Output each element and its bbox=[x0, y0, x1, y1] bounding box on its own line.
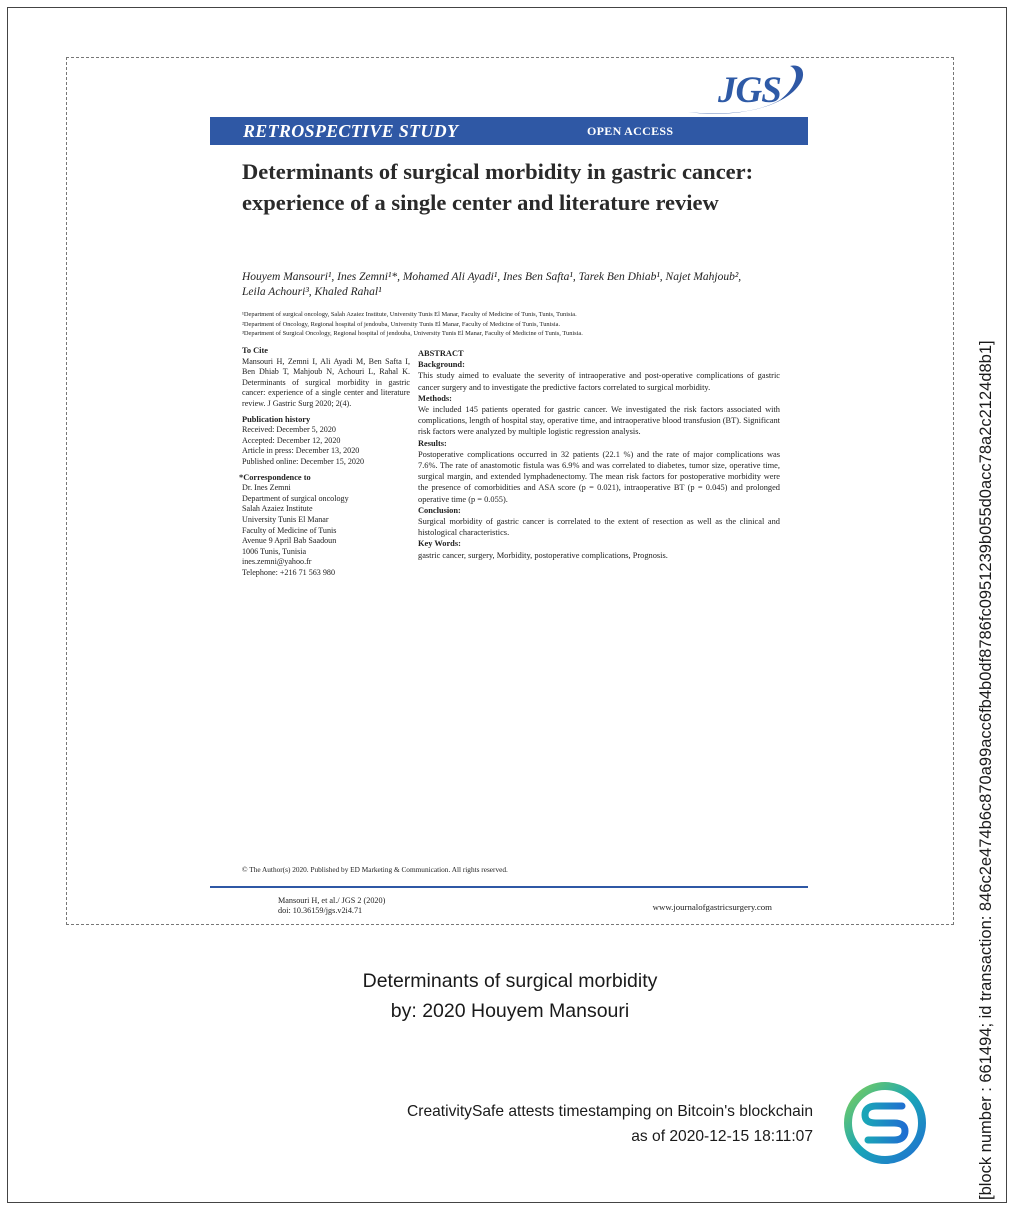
open-access-label: OPEN ACCESS bbox=[587, 124, 674, 138]
header-band bbox=[210, 117, 808, 145]
correspondence-line: Department of surgical oncology bbox=[242, 493, 349, 503]
footer-citation-line: Mansouri H, et al./ JGS 2 (2020) bbox=[278, 896, 386, 905]
history-item: Received: December 5, 2020 bbox=[242, 425, 336, 435]
work-caption bbox=[0, 966, 1014, 1026]
correspondence-phone: Telephone: +216 71 563 980 bbox=[242, 567, 336, 577]
background-heading: Background: bbox=[418, 360, 465, 370]
correspondence-line: Faculty of Medicine of Tunis bbox=[242, 525, 337, 535]
work-author: by: 2020 Houyem Mansouri bbox=[390, 1000, 630, 1022]
sidebar-column bbox=[239, 346, 410, 583]
abstract-heading: ABSTRACT bbox=[418, 349, 464, 358]
correspondence-email: ines.zemni@yahoo.fr bbox=[242, 557, 312, 567]
correspondence-block bbox=[239, 472, 410, 579]
correspondence-line: Salah Azaiez Institute bbox=[242, 504, 313, 514]
correspondence-heading: *Correspondence to bbox=[239, 472, 311, 482]
article-type-label: RETROSPECTIVE STUDY bbox=[243, 121, 459, 141]
keywords-heading: Key Words: bbox=[418, 539, 461, 549]
results-heading: Results: bbox=[418, 438, 447, 448]
keywords-text: gastric cancer, surgery, Morbidity, postoperative complications, Prognosis. bbox=[418, 550, 668, 560]
to-cite-text: Mansouri H, Zemni I, Ali Ayadi M, Ben Safta I, Ben Dhiab T, Mahjoub N, Achouri L, Rahal K. Determinants of surgical morbidity in gastric cancer: experience of a single center and literature review. J Gastric Surg 2020; 2(4). bbox=[242, 356, 410, 408]
publication-history-block bbox=[242, 415, 410, 468]
background-text: This study aimed to evaluate the severity of intraoperative and post-operative complications of gastric cancer surgery and to investigate the predictive factors correlated to surgical morbidity. bbox=[418, 371, 780, 392]
conclusion-text: Surgical morbidity of gastric cancer is correlated to the extent of resection as well as the clinical and histological characteristics. bbox=[418, 517, 780, 538]
journal-website: www.journalofgastricsurgery.com bbox=[652, 902, 772, 912]
affiliations bbox=[242, 310, 787, 339]
correspondence-line: Avenue 9 April Bab Saadoun bbox=[242, 536, 337, 546]
methods-text: We included 145 patients operated for gastric cancer. We investigated the risk factors associated with complications, length of hospital stay, operative time, and intraoperative blood transfusion (BT). Significant risk factors were analyzed by multiple logistic regression analysis. bbox=[418, 405, 780, 437]
attestation bbox=[407, 1099, 813, 1149]
authors-line: Leila Achouri³, Khaled Rahal¹ bbox=[242, 286, 382, 298]
footer-citation bbox=[278, 896, 385, 916]
affiliation: ¹Department of surgical oncology, Salah Azaiez Institute, University Tunis El Manar, Faculty of Medicine of Tunis, Tunis, Tunisia. bbox=[242, 311, 577, 318]
history-item: Published online: December 15, 2020 bbox=[242, 456, 365, 466]
journal-logo bbox=[668, 60, 808, 120]
journal-logo-text: JGS bbox=[718, 70, 781, 111]
publication-history-heading: Publication history bbox=[242, 414, 311, 424]
correspondence-line: 1006 Tunis, Tunisia bbox=[242, 546, 307, 556]
abstract-column bbox=[418, 348, 780, 561]
authors-line: Houyem Mansouri¹, Ines Zemni¹*, Mohamed Ali Ayadi¹, Ines Ben Safta¹, Tarek Ben Dhiab¹, Najet Mahjoub², bbox=[242, 271, 742, 283]
conclusion-heading: Conclusion: bbox=[418, 505, 461, 515]
affiliation: ³Department of Surgical Oncology, Regional hospital of jendouba, University Tunis El Manar, Faculty of Medicine of Tunis, Tunisia. bbox=[242, 330, 583, 337]
history-item: Article in press: December 13, 2020 bbox=[242, 446, 360, 456]
blockchain-transaction-label: [block number : 661494; id transaction: 846c2e474b6c870a99acc6fb4b0df8786fc0951239b055d0acc78a2c2124d8b1] bbox=[977, 340, 995, 1200]
work-title: Determinants of surgical morbidity bbox=[362, 970, 658, 992]
results-text: Postoperative complications occurred in 32 patients (22.1 %) and the rate of major complications was 7.6%. The rate of anastomotic fistula was 6.9% and was correlated to diabetes, tumor size, operative time, surgical margin, and extended lymphadenectomy. The mean risk factors for postoperative morbidity were the presence of comorbidities and ASA score (p = 0.021), intraoperative BT (p = 0.045) and prolonged operative time (p = 0.055). bbox=[418, 449, 780, 504]
correspondence-line: Dr. Ines Zemni bbox=[242, 483, 291, 493]
attestation-date: as of 2020-12-15 18:11:07 bbox=[631, 1128, 813, 1145]
article-first-page bbox=[210, 60, 808, 920]
author-list bbox=[242, 270, 782, 300]
copyright-notice: © The Author(s) 2020. Published by ED Marketing & Communication. All rights reserved. bbox=[242, 865, 508, 874]
creativitysafe-s-logo-icon bbox=[842, 1080, 928, 1166]
methods-heading: Methods: bbox=[418, 393, 452, 403]
to-cite-block bbox=[242, 346, 410, 410]
footer-doi: doi: 10.36159/jgs.v2i4.71 bbox=[278, 906, 363, 915]
affiliation: ²Department of Oncology, Regional hospital of jendouba, University Tunis El Manar, Faculty of Medicine of Tunis, Tunisia. bbox=[242, 320, 561, 328]
article-title: Determinants of surgical morbidity in gastric cancer: experience of a single center and literature review bbox=[242, 159, 754, 215]
history-item: Accepted: December 12, 2020 bbox=[242, 435, 341, 445]
to-cite-heading: To Cite bbox=[242, 346, 268, 355]
footer-rule bbox=[210, 886, 808, 888]
attestation-text: CreativitySafe attests timestamping on Bitcoin's blockchain bbox=[406, 1103, 813, 1120]
correspondence-line: University Tunis El Manar bbox=[242, 514, 329, 524]
